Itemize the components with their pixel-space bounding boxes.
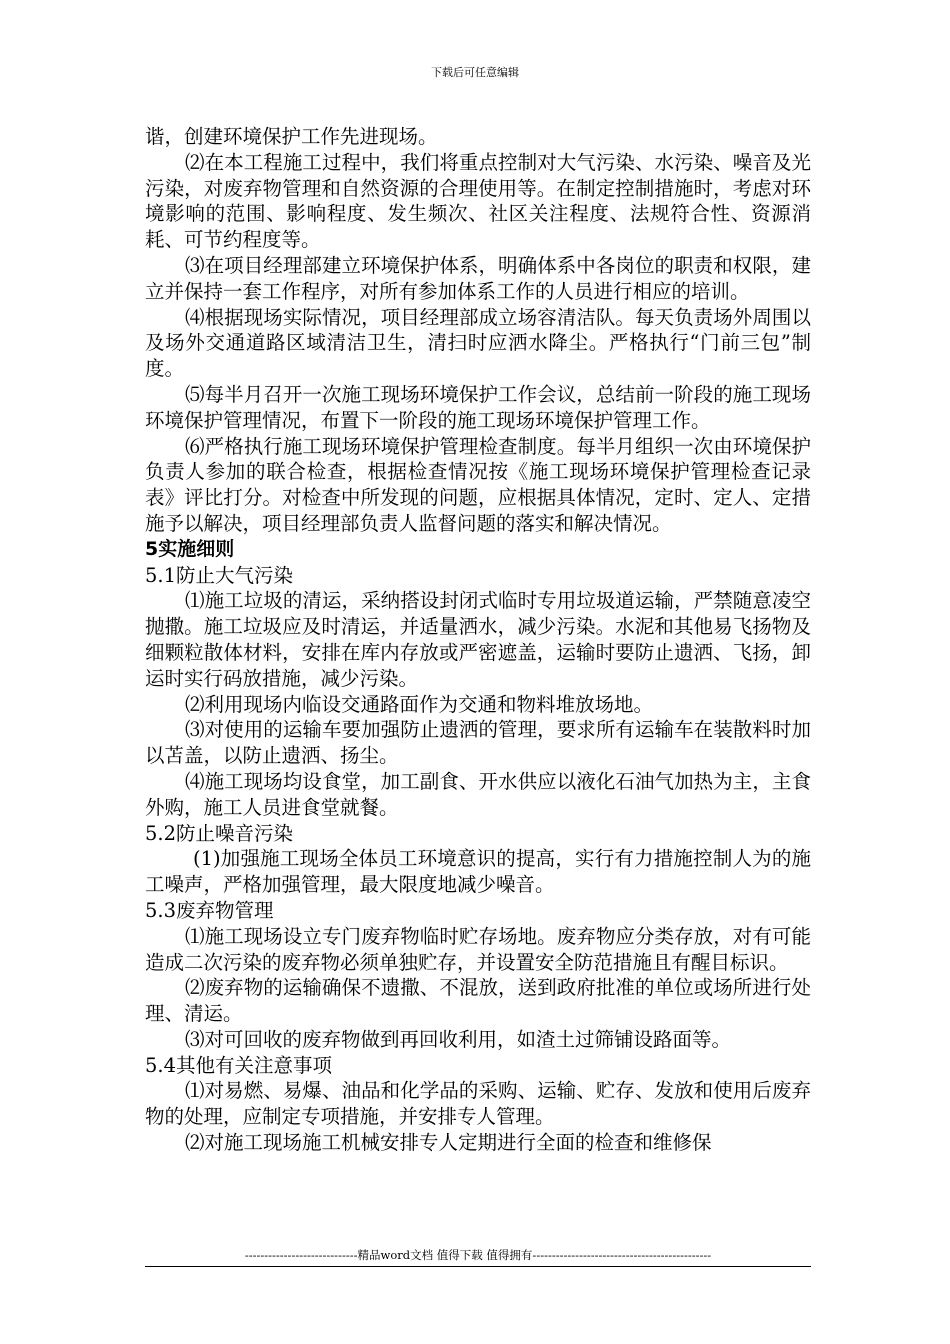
paragraph: ⑶对可回收的废弃物做到再回收利用，如渣土过筛铺设路面等。 [185, 1027, 732, 1051]
paragraph: ⑵对施工现场施工机械安排专人定期进行全面的检查和维修保 [185, 1131, 712, 1155]
paragraph: ⑷根据现场实际情况，项目经理部成立场容清洁队。每天负责场外周围以及场外交通道路区域清洁卫生，清扫时应洒水降尘。严格执行“门前三包”制度。 [145, 305, 811, 381]
paragraph: 谐，创建环境保护工作先进现场。 [145, 125, 438, 148]
paragraph: ⑶对使用的运输车要加强防止遗洒的管理，要求所有运输车在装散料时加以苫盖，以防止遗洒、扬尘。 [145, 718, 811, 768]
subsection-heading: 5.3废弃物管理 [145, 898, 274, 922]
paragraph: ⑴施工现场设立专门废弃物临时贮存场地。废弃物应分类存放，对有可能造成二次污染的废弃物必须单独贮存，并设置安全防范措施且有醒目标识。 [145, 924, 811, 974]
document-body [145, 124, 811, 1156]
section-heading: 5实施细则 [145, 537, 235, 560]
paragraph: ⑵利用现场内临设交通路面作为交通和物料堆放场地。 [185, 692, 654, 716]
paragraph: ⑷施工现场均设食堂，加工副食、开水供应以液化石油气加热为主，主食外购，施工人员进食堂就餐。 [145, 769, 811, 819]
paragraph: ⑴对易燃、易爆、油品和化学品的采购、运输、贮存、发放和使用后废弃物的处理，应制定专项措施，并安排专人管理。 [145, 1079, 811, 1129]
paragraph: ⑸每半月召开一次施工现场环境保护工作会议，总结前一阶段的施工现场环境保护管理情况，布置下一阶段的施工现场环境保护管理工作。 [145, 382, 811, 432]
subsection-heading: 5.4其他有关注意事项 [145, 1053, 333, 1077]
paragraph: (1)加强施工现场全体员工环境意识的提高，实行有力措施控制人为的施工噪声，严格加强管理，最大限度地减少噪音。 [145, 847, 811, 897]
paragraph: ⑶在项目经理部建立环境保护体系，明确体系中各岗位的职责和权限，建立并保持一套工作程序，对所有参加体系工作的人员进行相应的培训。 [145, 253, 811, 303]
paragraph: ⑵在本工程施工过程中，我们将重点控制对大气污染、水污染、噪音及光污染，对废弃物管理和自然资源的合理使用等。在制定控制措施时，考虑对环境影响的范围、影响程度、发生频次、社区关注程度、法规符合性、资源消耗、可节约程度等。 [145, 150, 811, 252]
header-note: 下载后可任意编辑 [431, 66, 519, 79]
footer-divider [145, 1266, 811, 1267]
subsection-heading: 5.1防止大气污染 [145, 563, 294, 587]
paragraph: ⑹严格执行施工现场环境保护管理检查制度。每半月组织一次由环境保护负责人参加的联合检查，根据检查情况按《施工现场环境保护管理检查记录表》评比打分。对检查中所发现的问题，应根据具体情况，定时、定人、定措施予以解决，项目经理部负责人监督问题的落实和解决情况。 [145, 434, 811, 535]
subsection-heading: 5.2防止噪音污染 [145, 821, 294, 845]
footer-note: -----------------------------精品word文档 值得下载 值得拥有---------------------------------------------- [244, 1248, 712, 1262]
paragraph: ⑵废弃物的运输确保不遗撒、不混放，送到政府批准的单位或场所进行处理、清运。 [145, 976, 811, 1026]
paragraph: ⑴施工垃圾的清运，采纳搭设封闭式临时专用垃圾道运输，严禁随意凌空抛撒。施工垃圾应及时清运，并适量洒水，减少污染。水泥和其他易飞扬物及细颗粒散体材料，安排在库内存放或严密遮盖，运输时要防止遗洒、飞扬，卸运时实行码放措施，减少污染。 [145, 589, 811, 690]
